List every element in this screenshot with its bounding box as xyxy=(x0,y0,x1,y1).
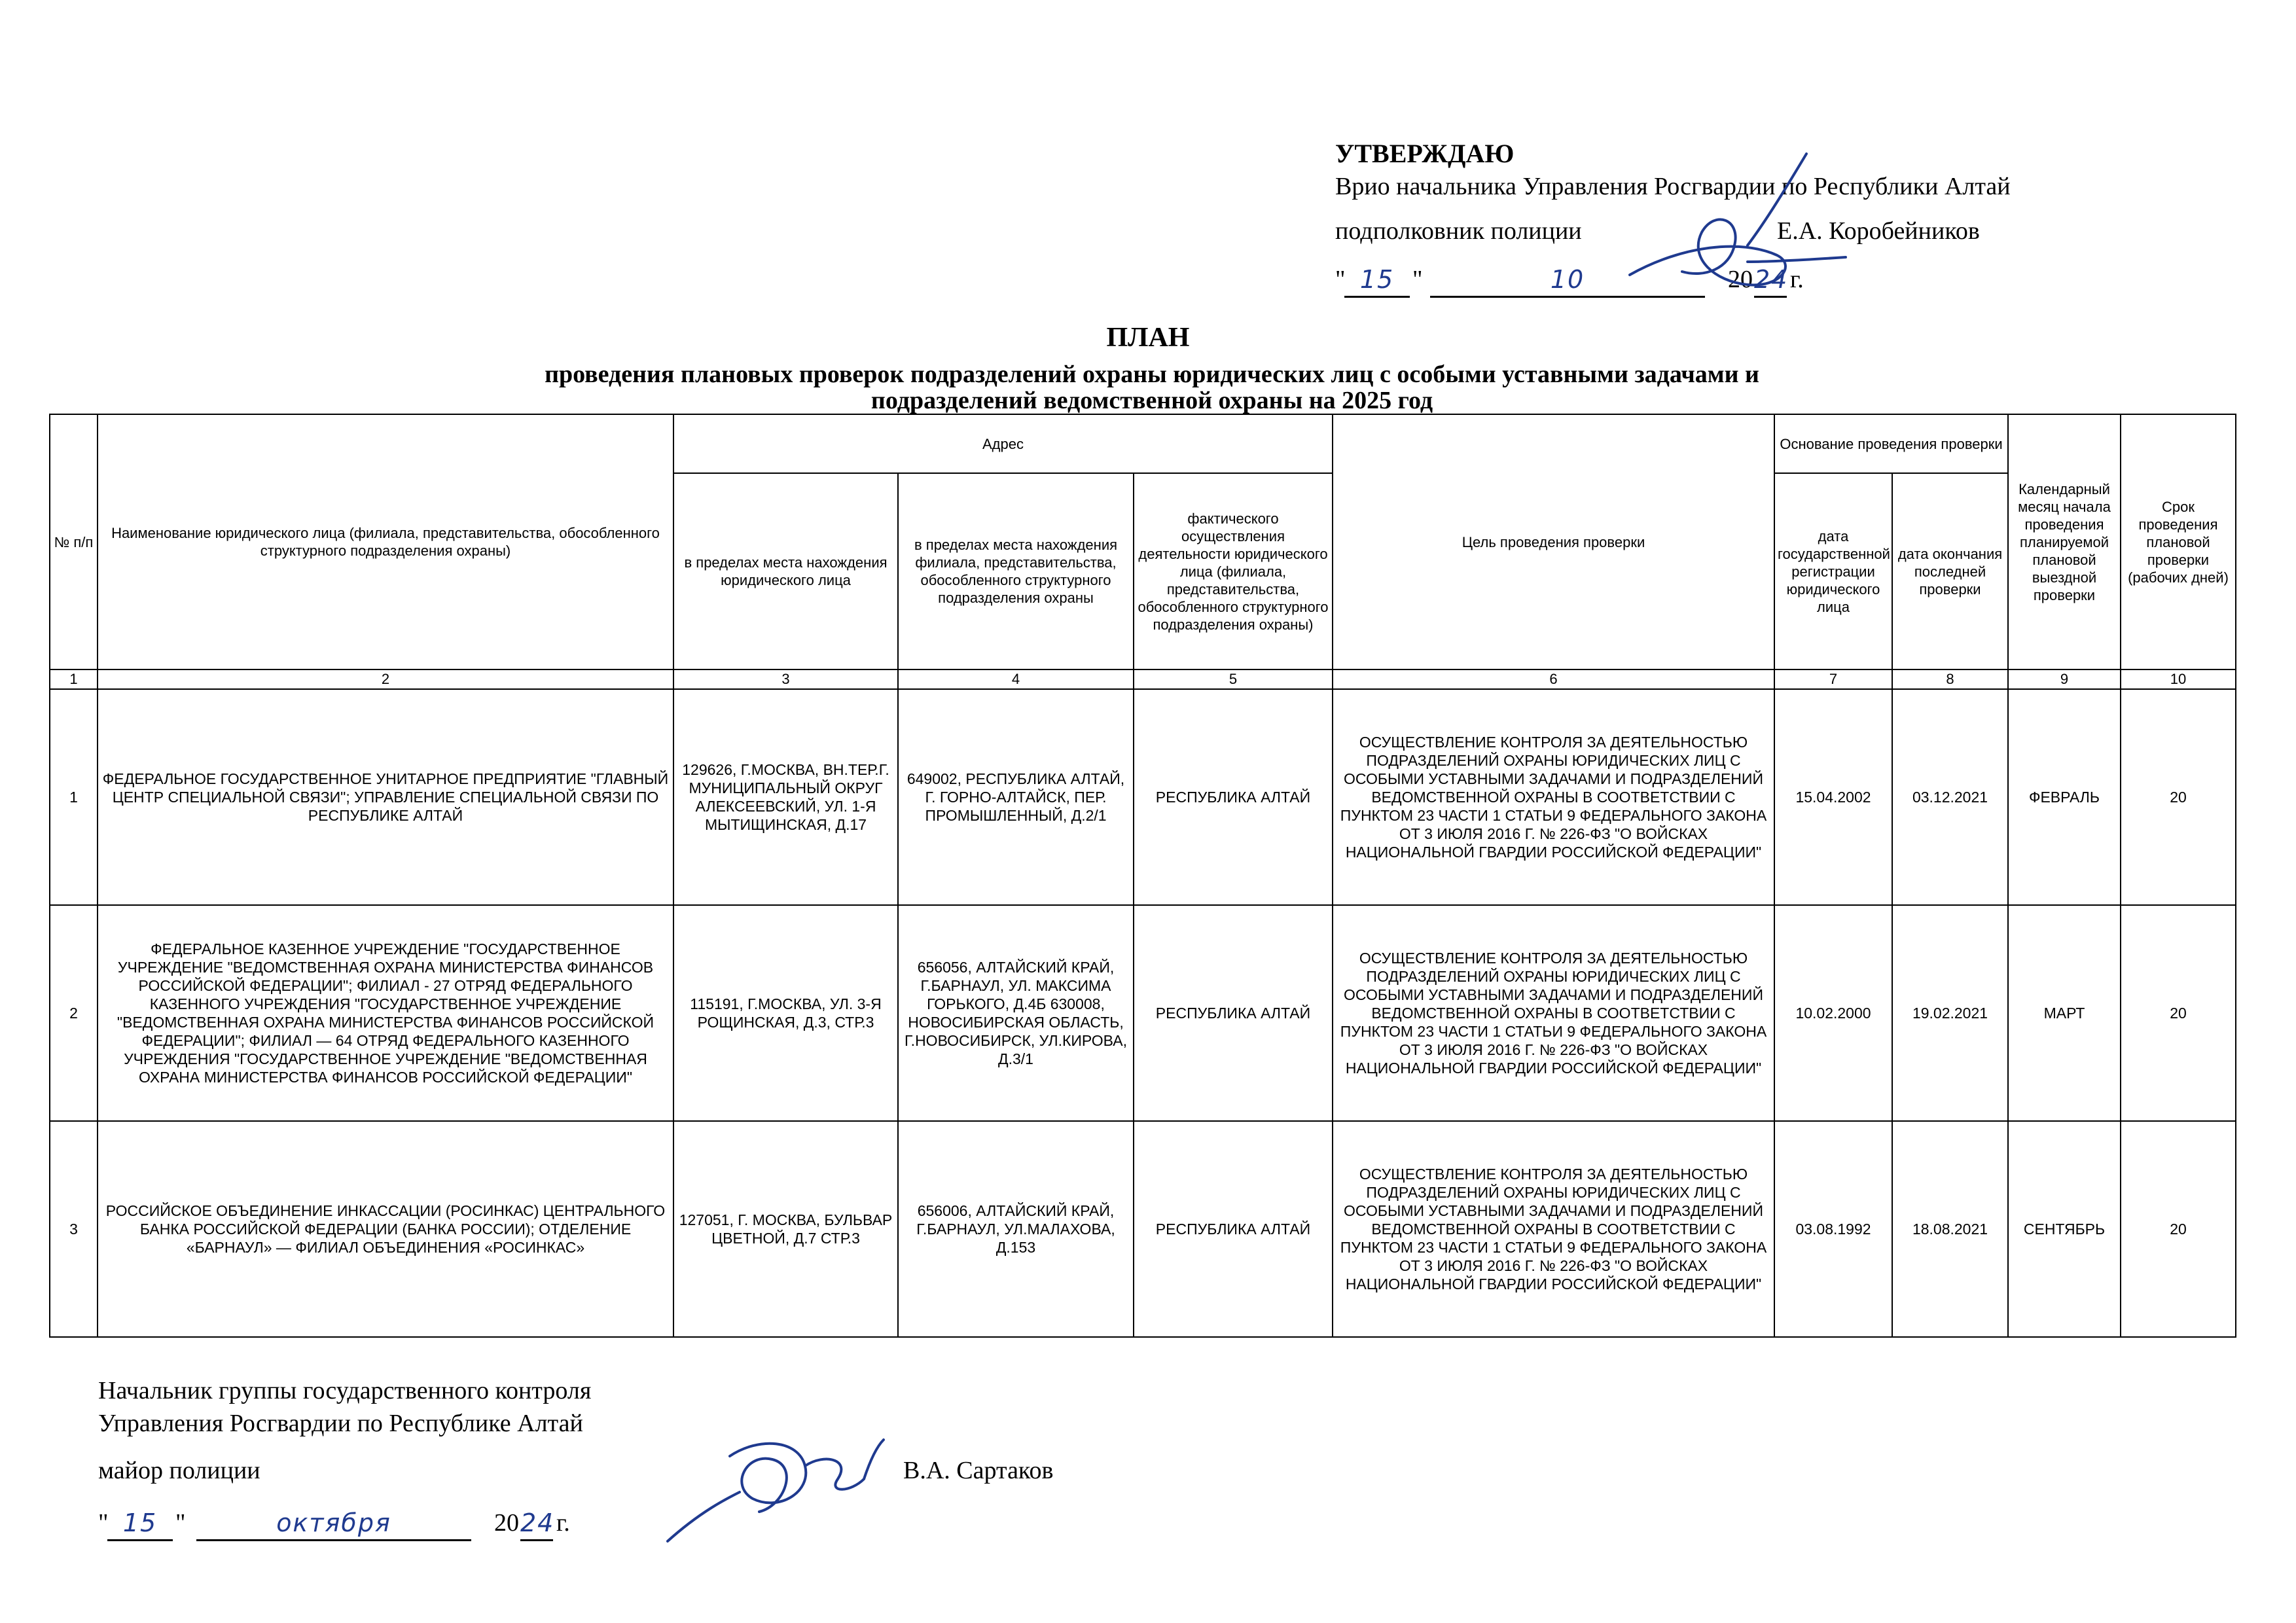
row-last-check: 19.02.2021 xyxy=(1892,905,2008,1121)
row-last-check: 03.12.2021 xyxy=(1892,689,2008,905)
row-name: ФЕДЕРАЛЬНОЕ ГОСУДАРСТВЕННОЕ УНИТАРНОЕ ПРЕДПРИЯТИЕ "ГЛАВНЫЙ ЦЕНТР СПЕЦИАЛЬНОЙ СВЯЗИ"; УПРАВЛЕНИЕ СПЕЦИАЛЬНОЙ СВЯЗИ ПО РЕСПУБЛИКЕ АЛТАЙ xyxy=(98,689,673,905)
footer-date: " 15 " октября 20 24 г. xyxy=(98,1507,1145,1544)
header-address: Адрес xyxy=(673,414,1333,473)
row-last-check: 18.08.2021 xyxy=(1892,1121,2008,1337)
header-name: Наименование юридического лица (филиала, представительства, обособленного структурного подразделения охраны) xyxy=(98,414,673,669)
header-purpose: Цель проведения проверки xyxy=(1333,414,1774,669)
row-duration: 20 xyxy=(2121,689,2236,905)
inspection-plan-table xyxy=(49,414,2236,1338)
approval-date: " 15 " 10 20 24 г. xyxy=(1335,263,2121,302)
row-purpose: ОСУЩЕСТВЛЕНИЕ КОНТРОЛЯ ЗА ДЕЯТЕЛЬНОСТЬЮ ПОДРАЗДЕЛЕНИЙ ОХРАНЫ ЮРИДИЧЕСКИХ ЛИЦ С ОСОБЫМИ УСТАВНЫМИ ЗАДАЧАМИ И ПОДРАЗДЕЛЕНИЙ ВЕДОМСТВЕННОЙ ОХРАНЫ В СООТВЕТСТВИИ С ПУНКТОМ 23 ЧАСТИ 1 СТАТЬИ 9 ФЕДЕРАЛЬНОГО ЗАКОНА ОТ 3 ИЮЛЯ 2016 Г. № 226-ФЗ "О ВОЙСКАХ НАЦИОНАЛЬНОЙ ГВАРДИИ РОССИЙСКОЙ ФЕДЕРАЦИИ" xyxy=(1333,689,1774,905)
row-reg-date: 15.04.2002 xyxy=(1774,689,1892,905)
column-number: 4 xyxy=(898,669,1134,689)
footer-date-year-end: г. xyxy=(556,1509,570,1537)
header-num: № п/п xyxy=(50,414,98,669)
footer-position-line2: Управления Росгвардии по Республике Алтай xyxy=(98,1410,583,1437)
document-subtitle-line2: подразделений ведомственной охраны на 2025 год xyxy=(870,387,1433,414)
header-last-check: дата окончания последней проверки xyxy=(1892,473,2008,669)
column-number: 5 xyxy=(1134,669,1333,689)
approval-position: Врио начальника Управления Росгвардии по Республики Алтай xyxy=(1335,173,2011,200)
row-name: ФЕДЕРАЛЬНОЕ КАЗЕННОЕ УЧРЕЖДЕНИЕ "ГОСУДАРСТВЕННОЕ УЧРЕЖДЕНИЕ "ВЕДОМСТВЕННАЯ ОХРАНА МИНИСТЕРСТВА ФИНАНСОВ РОССИЙСКОЙ ФЕДЕРАЦИИ"; ФИЛИАЛ - 27 ОТРЯД ФЕДЕРАЛЬНОГО КАЗЕННОГО УЧРЕЖДЕНИЯ "ГОСУДАРСТВЕННОЕ УЧРЕЖДЕНИЕ "ВЕДОМСТВЕННАЯ ОХРАНА МИНИСТЕРСТВА ФИНАНСОВ РОССИЙСКОЙ ФЕДЕРАЦИИ"; ФИЛИАЛ — 64 ОТРЯД ФЕДЕРАЛЬНОГО КАЗЕННОГО УЧРЕЖДЕНИЯ "ГОСУДАРСТВЕННОЕ УЧРЕЖДЕНИЕ "ВЕДОМСТВЕННАЯ ОХРАНА МИНИСТЕРСТВА ФИНАНСОВ РОССИЙСКОЙ ФЕДЕРАЦИИ" xyxy=(98,905,673,1121)
row-duration: 20 xyxy=(2121,905,2236,1121)
footer-rank-line xyxy=(98,1454,1145,1492)
column-number: 1 xyxy=(50,669,98,689)
footer-date-year-prefix: 20 xyxy=(494,1509,519,1537)
column-number: 10 xyxy=(2121,669,2236,689)
column-number: 7 xyxy=(1774,669,1892,689)
table-row xyxy=(50,1121,2236,1337)
table-row xyxy=(50,689,2236,905)
footer-date-year-suffix: 24 xyxy=(520,1507,553,1541)
footer-block xyxy=(98,1374,1145,1544)
header-duration: Срок проведения плановой проверки (рабочих дней) xyxy=(2121,414,2236,669)
header-addr-legal: в пределах места нахождения юридического лица xyxy=(673,473,898,669)
row-month: СЕНТЯБРЬ xyxy=(2008,1121,2121,1337)
row-reg-date: 03.08.1992 xyxy=(1774,1121,1892,1337)
row-addr-branch: 649002, РЕСПУБЛИКА АЛТАЙ, Г. ГОРНО-АЛТАЙСК, ПЕР. ПРОМЫШЛЕННЫЙ, Д.2/1 xyxy=(898,689,1134,905)
header-addr-actual: фактического осуществления деятельности юридического лица (филиала, представительства, обособленного структурного подразделения охраны) xyxy=(1134,473,1333,669)
row-addr-actual: РЕСПУБЛИКА АЛТАЙ xyxy=(1134,1121,1333,1337)
header-addr-branch: в пределах места нахождения филиала, представительства, обособленного структурного подразделения охраны xyxy=(898,473,1134,669)
footer-position-line1: Начальник группы государственного контроля xyxy=(98,1377,592,1404)
document-subtitle-line1: проведения плановых проверок подразделений охраны юридических лиц с особыми уставными задачами и xyxy=(545,361,1759,388)
column-number: 9 xyxy=(2008,669,2121,689)
row-addr-branch: 656006, АЛТАЙСКИЙ КРАЙ, Г.БАРНАУЛ, УЛ.МАЛАХОВА, Д.153 xyxy=(898,1121,1134,1337)
row-purpose: ОСУЩЕСТВЛЕНИЕ КОНТРОЛЯ ЗА ДЕЯТЕЛЬНОСТЬЮ ПОДРАЗДЕЛЕНИЙ ОХРАНЫ ЮРИДИЧЕСКИХ ЛИЦ С ОСОБЫМИ УСТАВНЫМИ ЗАДАЧАМИ И ПОДРАЗДЕЛЕНИЙ ВЕДОМСТВЕННОЙ ОХРАНЫ В СООТВЕТСТВИИ С ПУНКТОМ 23 ЧАСТИ 1 СТАТЬИ 9 ФЕДЕРАЛЬНОГО ЗАКОНА ОТ 3 ИЮЛЯ 2016 Г. № 226-ФЗ "О ВОЙСКАХ НАЦИОНАЛЬНОЙ ГВАРДИИ РОССИЙСКОЙ ФЕДЕРАЦИИ" xyxy=(1333,905,1774,1121)
row-reg-date: 10.02.2000 xyxy=(1774,905,1892,1121)
column-number: 6 xyxy=(1333,669,1774,689)
footer-name: В.А. Сартаков xyxy=(903,1457,1054,1484)
row-name: РОССИЙСКОЕ ОБЪЕДИНЕНИЕ ИНКАССАЦИИ (РОСИНКАС) ЦЕНТРАЛЬНОГО БАНКА РОССИЙСКОЙ ФЕДЕРАЦИИ (БАНКА РОССИИ); ОТДЕЛЕНИЕ «БАРНАУЛ» — ФИЛИАЛ ОБЪЕДИНЕНИЯ «РОСИНКАС» xyxy=(98,1121,673,1337)
row-month: МАРТ xyxy=(2008,905,2121,1121)
column-number: 2 xyxy=(98,669,673,689)
header-month: Календарный месяц начала проведения планируемой плановой выездной проверки xyxy=(2008,414,2121,669)
column-number: 8 xyxy=(1892,669,2008,689)
row-duration: 20 xyxy=(2121,1121,2236,1337)
row-addr-actual: РЕСПУБЛИКА АЛТАЙ xyxy=(1134,689,1333,905)
approval-signature xyxy=(1590,147,1852,298)
footer-rank: майор полиции xyxy=(98,1457,260,1484)
row-addr-branch: 656056, АЛТАЙСКИЙ КРАЙ, Г.БАРНАУЛ, УЛ. МАКСИМА ГОРЬКОГО, Д.4Б 630008, НОВОСИБИРСКАЯ ОБЛАСТЬ, Г.НОВОСИБИРСК, УЛ.КИРОВА, Д.3/1 xyxy=(898,905,1134,1121)
row-addr-legal: 127051, Г. МОСКВА, БУЛЬВАР ЦВЕТНОЙ, Д.7 СТР.3 xyxy=(673,1121,898,1337)
row-addr-legal: 129626, Г.МОСКВА, ВН.ТЕР.Г. МУНИЦИПАЛЬНЫЙ ОКРУГ АЛЕКСЕЕВСКИЙ, УЛ. 1-Я МЫТИЩИНСКАЯ, Д.17 xyxy=(673,689,898,905)
footer-date-day: 15 xyxy=(107,1507,173,1541)
row-addr-actual: РЕСПУБЛИКА АЛТАЙ xyxy=(1134,905,1333,1121)
row-num: 3 xyxy=(50,1121,98,1337)
approval-date-year-suffix: 24 xyxy=(1754,263,1787,298)
footer-signature xyxy=(655,1420,890,1551)
row-purpose: ОСУЩЕСТВЛЕНИЕ КОНТРОЛЯ ЗА ДЕЯТЕЛЬНОСТЬЮ ПОДРАЗДЕЛЕНИЙ ОХРАНЫ ЮРИДИЧЕСКИХ ЛИЦ С ОСОБЫМИ УСТАВНЫМИ ЗАДАЧАМИ И ПОДРАЗДЕЛЕНИЙ ВЕДОМСТВЕННОЙ ОХРАНЫ В СООТВЕТСТВИИ С ПУНКТОМ 23 ЧАСТИ 1 СТАТЬИ 9 ФЕДЕРАЛЬНОГО ЗАКОНА ОТ 3 ИЮЛЯ 2016 Г. № 226-ФЗ "О ВОЙСКАХ НАЦИОНАЛЬНОЙ ГВАРДИИ РОССИЙСКОЙ ФЕДЕРАЦИИ" xyxy=(1333,1121,1774,1337)
column-numbers-row xyxy=(50,669,2236,689)
approval-date-day: 15 xyxy=(1344,263,1410,298)
approval-rank: подполковник полиции xyxy=(1335,217,1582,245)
header-basis: Основание проведения проверки xyxy=(1774,414,2008,473)
approval-date-month: 10 xyxy=(1430,263,1705,298)
table-row xyxy=(50,905,2236,1121)
approval-date-year-prefix: 20 xyxy=(1728,266,1753,293)
approval-heading: УТВЕРЖДАЮ xyxy=(1335,139,1515,168)
row-num: 2 xyxy=(50,905,98,1121)
approval-date-year-end: г. xyxy=(1790,266,1804,293)
header-reg-date: дата государственной регистрации юридического лица xyxy=(1774,473,1892,669)
document-title: ПЛАН xyxy=(1106,323,1190,353)
row-month: ФЕВРАЛЬ xyxy=(2008,689,2121,905)
column-number: 3 xyxy=(673,669,898,689)
footer-date-month: октября xyxy=(196,1507,471,1541)
row-num: 1 xyxy=(50,689,98,905)
row-addr-legal: 115191, Г.МОСКВА, УЛ. 3-Я РОЩИНСКАЯ, Д.3, СТР.3 xyxy=(673,905,898,1121)
approval-name: Е.А. Коробейников xyxy=(1777,217,1980,245)
document-subtitle xyxy=(327,361,1977,414)
